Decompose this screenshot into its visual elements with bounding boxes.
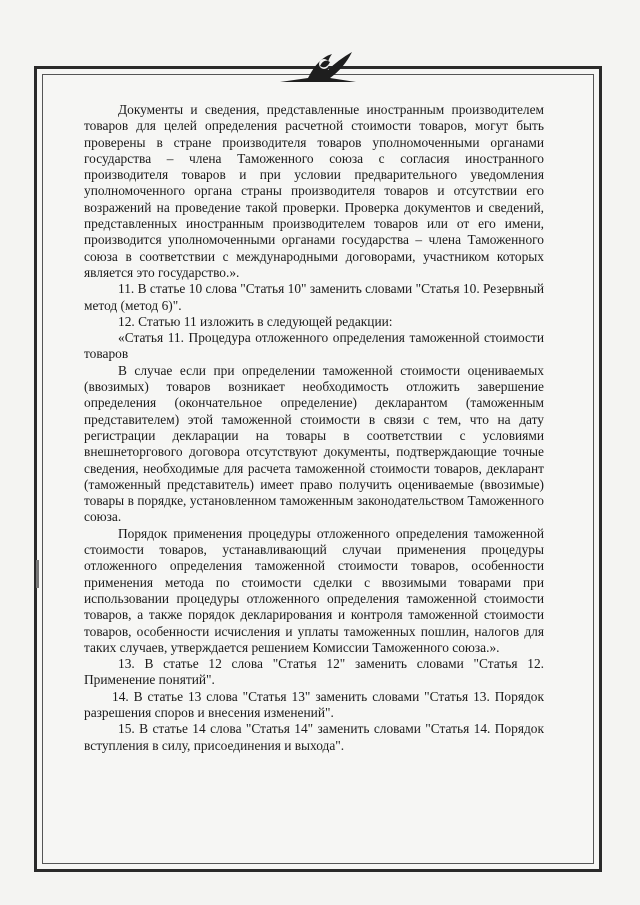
paragraph-item-14: 14. В статье 13 слова "Статья 13" заменить словами "Статья 13. Порядок разрешения споров и внесения изменений". (84, 688, 544, 720)
paragraph-item-13: 13. В статье 12 слова "Статья 12" заменить словами "Статья 12. Применение понятий". (84, 656, 544, 688)
paragraph-procedure-order: Порядок применения процедуры отложенного определения таможенной стоимости товаров, устанавливающий случаи применения процедуры отложенного определения таможенной стоимости товаров, особенности применения метода по стоимости сделки с ввозимыми товарами при использовании процедуры отложенного определения таможенной стоимости товаров, а также порядок декларирования и контроля таможенной стоимости товаров, особенности исчисления и уплаты таможенных пошлин, налогов для таких случаев, утверждается решением Комиссии Таможенного союза.». (84, 525, 544, 655)
document-body (84, 102, 544, 754)
paragraph-article-11-title: «Статья 11. Процедура отложенного определения таможенной стоимости товаров (84, 330, 544, 362)
scan-artifact (36, 560, 39, 588)
paragraph-deferred-determination: В случае если при определении таможенной стоимости оцениваемых (ввозимых) товаров возникает необходимость отложить завершение определения (окончательное определение) декларантом (таможенным представителем) этой таможенной стоимости в связи с тем, что на дату регистрации декларации на товары в соответствии с условиями внешнеторгового договора отсутствуют документы, подтверждающие точные сведения, необходимые для расчета таможенной стоимости товаров, декларант (таможенный представитель) имеет право получить оцениваемые (ввозимые) товары в порядке, установленном таможенным законодательством Таможенного союза. (84, 362, 544, 525)
paragraph-item-15: 15. В статье 14 слова "Статья 14" заменить словами "Статья 14. Порядок вступления в силу, присоединения и выхода". (84, 721, 544, 753)
paragraph-item-11: 11. В статье 10 слова "Статья 10" заменить словами "Статья 10. Резервный метод (метод 6)". (84, 281, 544, 313)
paragraph-documents-verification: Документы и сведения, представленные иностранным производителем товаров для целей определения расчетной стоимости товаров, могут быть проверены в стране производителя товаров уполномоченными органами государства – члена Таможенного союза с согласия иностранного производителя товаров и при условии предварительного уведомления уполномоченного органа страны производителя товаров и отсутствии его возражений на проведение такой проверки. Проверка документов и сведений, представленных иностранным производителем товаров или от его имени, производится уполномоченными органами государства – члена Таможенного союза в соответствии с международными договорами, участником которых является это государство.». (84, 102, 544, 280)
paragraph-item-12: 12. Статью 11 изложить в следующей редакции: (118, 313, 393, 329)
eurasian-emblem-icon (278, 48, 358, 88)
